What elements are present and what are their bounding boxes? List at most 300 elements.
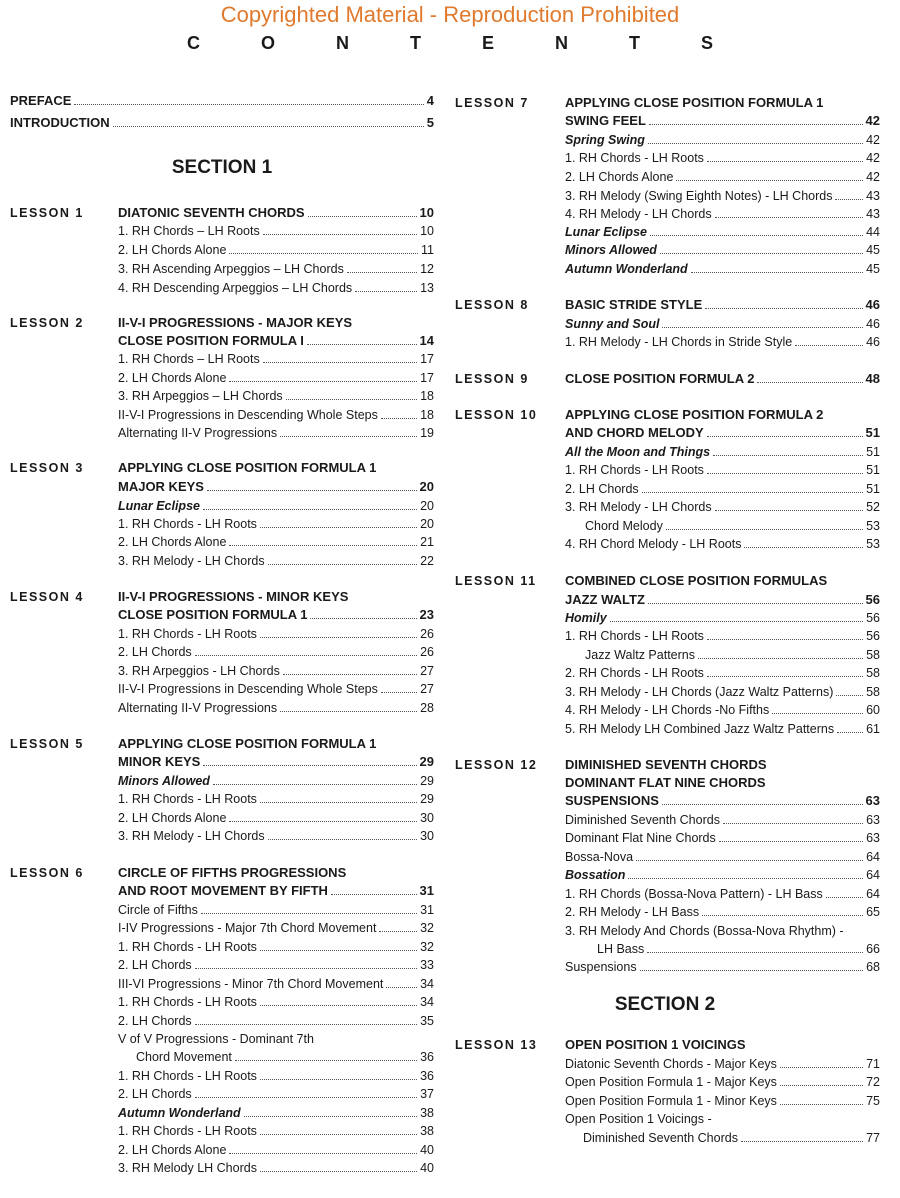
toc-page-number: 10: [419, 205, 434, 220]
dot-leader: [307, 344, 417, 345]
toc-entry-title: Autumn Wonderland: [118, 1106, 241, 1120]
toc-entry: [565, 885, 880, 903]
toc-entry-title: Minors Allowed: [118, 774, 210, 788]
toc-entry: [118, 314, 434, 332]
toc-page-number: 53: [866, 537, 880, 551]
toc-entry: [565, 774, 880, 792]
toc-entry: [118, 459, 434, 477]
dot-leader: [640, 970, 864, 971]
toc-entry-title: Suspensions: [565, 960, 637, 974]
dot-leader: [780, 1085, 863, 1086]
lesson-label: LESSON 2: [10, 316, 84, 330]
dot-leader: [260, 950, 417, 951]
toc-page-number: 40: [420, 1161, 434, 1175]
toc-entry: [565, 922, 880, 940]
toc-entry: [118, 606, 434, 624]
toc-page-number: 58: [866, 666, 880, 680]
lesson-label: LESSON 5: [10, 737, 84, 751]
toc-entry-title: COMBINED CLOSE POSITION FORMULAS: [565, 573, 828, 588]
toc-entry: [585, 517, 880, 535]
toc-entry-title: 2. RH Chords - LH Roots: [565, 666, 704, 680]
dot-leader: [648, 603, 863, 604]
toc-entry-title: 5. RH Melody LH Combined Jazz Waltz Patterns: [565, 722, 835, 736]
toc-page-number: 31: [419, 883, 434, 898]
dot-leader: [715, 217, 864, 218]
dot-leader: [713, 455, 863, 456]
toc-page-number: 22: [420, 554, 434, 568]
toc-entry-title: 3. RH Arpeggios – LH Chords: [118, 389, 283, 403]
toc-entry-title: Lunar Eclipse: [118, 499, 200, 513]
toc-entry-title: 2. LH Chords Alone: [118, 811, 227, 825]
toc-entry: [565, 443, 880, 461]
toc-page-number: 64: [866, 887, 880, 901]
toc-entry-title: 4. RH Descending Arpeggios – LH Chords: [118, 281, 353, 295]
toc-entry-title: 3. RH Melody - LH Chords: [118, 554, 265, 568]
toc-entry-title: Minors Allowed: [565, 243, 657, 257]
dot-leader: [207, 490, 417, 491]
toc-entry: [10, 114, 434, 132]
toc-entry: [565, 664, 880, 682]
toc-page-number: 64: [866, 850, 880, 864]
toc-entry-title: PREFACE: [10, 93, 72, 108]
toc-entry-title: 1. RH Chords - LH Roots: [118, 940, 257, 954]
toc-entry: [565, 168, 880, 186]
toc-entry: [565, 720, 880, 738]
toc-entry-title: 2. LH Chords: [118, 1087, 192, 1101]
dot-leader: [203, 509, 417, 510]
lesson-label: LESSON 4: [10, 590, 84, 604]
dot-leader: [698, 658, 863, 659]
toc-entry-title: DIATONIC SEVENTH CHORDS: [118, 205, 305, 220]
toc-entry-title: 3. RH Arpeggios - LH Chords: [118, 664, 280, 678]
lesson-label: LESSON 7: [455, 96, 529, 110]
dot-leader: [308, 216, 417, 217]
toc-entry-title: 2. LH Chords Alone: [118, 371, 227, 385]
toc-entry: [565, 701, 880, 719]
toc-entry-title: Open Position Formula 1 - Minor Keys: [565, 1094, 777, 1108]
dot-leader: [201, 913, 417, 914]
toc-entry: [118, 772, 434, 790]
toc-page-number: 32: [420, 940, 434, 954]
toc-entry: [565, 609, 880, 627]
toc-entry: [118, 790, 434, 808]
dot-leader: [235, 1060, 417, 1061]
toc-entry-title: Lunar Eclipse: [565, 225, 647, 239]
toc-entry-title: 1. RH Chords - LH Roots: [118, 517, 257, 531]
toc-entry-title: 1. RH Chords (Bossa-Nova Pattern) - LH Bass: [565, 887, 823, 901]
toc-entry-title: All the Moon and Things: [565, 445, 711, 459]
dot-leader: [662, 327, 863, 328]
page-title: C O N T E N T S: [186, 33, 741, 53]
toc-entry: [118, 753, 434, 771]
toc-entry: [118, 735, 434, 753]
toc-entry-title: CLOSE POSITION FORMULA 1: [118, 607, 308, 622]
toc-entry: [118, 956, 434, 974]
toc-page-number: 58: [866, 648, 880, 662]
toc-page-number: 51: [866, 463, 880, 477]
toc-page-number: 63: [866, 813, 880, 827]
toc-entry: [565, 903, 880, 921]
toc-entry-title: 2. LH Chords: [118, 958, 192, 972]
toc-entry: [565, 848, 880, 866]
toc-page-number: 14: [419, 333, 434, 348]
toc-entry-title: 3. RH Melody And Chords (Bossa-Nova Rhythm) -: [565, 924, 844, 938]
toc-page-number: 56: [866, 629, 880, 643]
toc-page-number: 68: [866, 960, 880, 974]
toc-entry-title: Autumn Wonderland: [565, 262, 688, 276]
toc-entry-title: APPLYING CLOSE POSITION FORMULA 1: [565, 95, 824, 110]
toc-entry: [118, 1159, 434, 1177]
toc-entry-title: II-V-I Progressions in Descending Whole Steps: [118, 682, 378, 696]
toc-entry-title: LH Bass: [597, 942, 645, 956]
toc-entry: [118, 204, 434, 222]
toc-page-number: 4: [426, 93, 434, 108]
toc-entry: [118, 588, 434, 606]
toc-entry: [565, 683, 880, 701]
toc-entry-title: Diminished Seventh Chords: [583, 1131, 738, 1145]
lesson-label: LESSON 11: [455, 574, 537, 588]
dot-leader: [229, 253, 418, 254]
toc-entry: [565, 296, 880, 314]
toc-entry: [118, 478, 434, 496]
dot-leader: [260, 637, 417, 638]
dot-leader: [195, 1024, 417, 1025]
toc-page-number: 18: [420, 389, 434, 403]
toc-page-number: 42: [866, 151, 880, 165]
toc-page-number: 29: [420, 774, 434, 788]
toc-page-number: 33: [420, 958, 434, 972]
toc-entry-title: Jazz Waltz Patterns: [585, 648, 695, 662]
toc-entry: [565, 205, 880, 223]
dot-leader: [691, 272, 863, 273]
lesson-label: LESSON 13: [455, 1038, 538, 1052]
dot-leader: [660, 253, 863, 254]
toc-page-number: 61: [866, 722, 880, 736]
toc-page-number: 45: [866, 243, 880, 257]
toc-page-number: 63: [866, 831, 880, 845]
toc-entry-title: Bossa-Nova: [565, 850, 634, 864]
toc-entry: [565, 112, 880, 130]
toc-entry-title: Sunny and Soul: [565, 317, 660, 331]
toc-page-number: 51: [866, 445, 880, 459]
toc-entry-title: 2. LH Chords Alone: [118, 535, 227, 549]
dot-leader: [331, 894, 417, 895]
dot-leader: [229, 381, 417, 382]
toc-page-number: 46: [865, 297, 880, 312]
toc-entry: [565, 315, 880, 333]
toc-entry-title: 2. LH Chords: [565, 482, 639, 496]
toc-entry-title: 3. RH Melody - LH Chords: [118, 829, 265, 843]
toc-entry-title: SUSPENSIONS: [565, 793, 659, 808]
toc-page-number: 17: [420, 352, 434, 366]
toc-entry-title: Circle of Fifths: [118, 903, 198, 917]
toc-entry-title: III-VI Progressions - Minor 7th Chord Movement: [118, 977, 384, 991]
toc-entry-title: 1. RH Chords - LH Roots: [565, 151, 704, 165]
dot-leader: [715, 510, 864, 511]
toc-page-number: 17: [420, 371, 434, 385]
dot-leader: [355, 291, 417, 292]
toc-entry: [118, 552, 434, 570]
dot-leader: [826, 897, 863, 898]
copyright-banner: Copyrighted Material - Reproduction Prohibited: [220, 2, 680, 27]
toc-page-number: 5: [426, 115, 434, 130]
toc-page-number: 28: [420, 701, 434, 715]
toc-entry-title: APPLYING CLOSE POSITION FORMULA 2: [565, 407, 824, 422]
toc-page-number: 37: [420, 1087, 434, 1101]
lesson-label: LESSON 8: [455, 298, 529, 312]
toc-entry: [565, 811, 880, 829]
dot-leader: [381, 692, 417, 693]
toc-entry-title: JAZZ WALTZ: [565, 592, 645, 607]
toc-page-number: 42: [865, 113, 880, 128]
toc-entry-title: Diminished Seventh Chords: [565, 813, 720, 827]
toc-entry: [118, 662, 434, 680]
toc-entry: [565, 149, 880, 167]
toc-entry: [118, 350, 434, 368]
toc-entry-title: 1. RH Chords – LH Roots: [118, 224, 260, 238]
toc-page-number: 30: [420, 829, 434, 843]
toc-entry: [565, 187, 880, 205]
toc-page-number: 43: [866, 189, 880, 203]
toc-entry: [565, 792, 880, 810]
toc-entry: [565, 498, 880, 516]
toc-page-number: 72: [866, 1075, 880, 1089]
toc-page-number: 12: [420, 262, 434, 276]
toc-entry: [565, 480, 880, 498]
dot-leader: [795, 345, 863, 346]
toc-page-number: 23: [419, 607, 434, 622]
toc-entry: [118, 993, 434, 1011]
toc-entry: [118, 279, 434, 297]
toc-page-number: 63: [865, 793, 880, 808]
dot-leader: [837, 732, 863, 733]
toc-page-number: 71: [866, 1057, 880, 1071]
dot-leader: [263, 234, 417, 235]
toc-entry: [10, 92, 434, 110]
lesson-label: LESSON 9: [455, 372, 529, 386]
toc-entry: [565, 756, 880, 774]
toc-entry-title: 3. RH Melody - LH Chords: [565, 500, 712, 514]
dot-leader: [195, 655, 417, 656]
toc-entry: [565, 131, 880, 149]
lesson-label: LESSON 10: [455, 408, 538, 422]
toc-entry: [118, 882, 434, 900]
toc-entry: [118, 864, 434, 882]
toc-entry-title: APPLYING CLOSE POSITION FORMULA 1: [118, 736, 377, 751]
toc-entry-title: Alternating II-V Progressions: [118, 701, 278, 715]
toc-entry: [118, 1030, 434, 1048]
toc-entry-title: 3. RH Melody (Swing Eighth Notes) - LH Chords: [565, 189, 833, 203]
dot-leader: [195, 968, 417, 969]
toc-page-number: 36: [420, 1050, 434, 1064]
toc-page-number: 13: [420, 281, 434, 295]
toc-page-number: 31: [420, 903, 434, 917]
toc-entry: [565, 333, 880, 351]
toc-page-number: 30: [420, 811, 434, 825]
dot-leader: [707, 161, 863, 162]
toc-entry: [118, 680, 434, 698]
toc-page-number: 26: [420, 645, 434, 659]
toc-entry-title: Homily: [565, 611, 607, 625]
dot-leader: [113, 126, 424, 127]
toc-entry-title: CLOSE POSITION FORMULA 2: [565, 371, 755, 386]
toc-entry-title: 1. RH Chords - LH Roots: [118, 627, 257, 641]
toc-entry: [565, 223, 880, 241]
toc-entry: [118, 332, 434, 350]
toc-entry-title: 1. RH Chords – LH Roots: [118, 352, 260, 366]
dot-leader: [642, 492, 863, 493]
toc-entry-title: MAJOR KEYS: [118, 479, 204, 494]
section-heading: SECTION 2: [614, 994, 716, 1015]
toc-entry-title: Spring Swing: [565, 133, 645, 147]
toc-page-number: 38: [420, 1106, 434, 1120]
toc-entry: [565, 572, 880, 590]
toc-entry: [118, 241, 434, 259]
toc-entry-title: Diatonic Seventh Chords - Major Keys: [565, 1057, 777, 1071]
toc-entry: [565, 461, 880, 479]
toc-entry-title: Open Position 1 Voicings -: [565, 1112, 712, 1126]
toc-entry-title: 4. RH Melody - LH Chords -No Fifths: [565, 703, 770, 717]
dot-leader: [741, 1141, 863, 1142]
toc-entry-title: SWING FEEL: [565, 113, 646, 128]
dot-leader: [213, 784, 417, 785]
toc-entry: [118, 369, 434, 387]
toc-page-number: 51: [866, 482, 880, 496]
toc-entry: [565, 370, 880, 388]
toc-entry: [565, 424, 880, 442]
lesson-label: LESSON 1: [10, 206, 84, 220]
toc-page-number: 29: [419, 754, 434, 769]
toc-page-number: 75: [866, 1094, 880, 1108]
toc-entry: [565, 1110, 880, 1128]
toc-page-number: 77: [866, 1131, 880, 1145]
dot-leader: [744, 547, 863, 548]
lesson-label: LESSON 6: [10, 866, 84, 880]
toc-entry-title: AND CHORD MELODY: [565, 425, 704, 440]
toc-entry: [118, 260, 434, 278]
toc-entry-title: II-V-I PROGRESSIONS - MINOR KEYS: [118, 589, 349, 604]
dot-leader: [379, 931, 417, 932]
toc-entry: [118, 919, 434, 937]
toc-entry-title: APPLYING CLOSE POSITION FORMULA 1: [118, 460, 377, 475]
dot-leader: [705, 308, 862, 309]
toc-page-number: 29: [420, 792, 434, 806]
toc-entry: [118, 1122, 434, 1140]
dot-leader: [707, 436, 863, 437]
lesson-label: LESSON 12: [455, 758, 538, 772]
toc-entry-title: 1. RH Chords - LH Roots: [118, 1124, 257, 1138]
toc-entry: [118, 1104, 434, 1122]
toc-entry-title: BASIC STRIDE STYLE: [565, 297, 703, 312]
dot-leader: [263, 362, 417, 363]
section-heading: SECTION 1: [171, 157, 273, 178]
toc-entry-title: Chord Movement: [136, 1050, 232, 1064]
toc-entry-title: 2. RH Melody - LH Bass: [565, 905, 700, 919]
toc-page-number: 60: [866, 703, 880, 717]
toc-page-number: 42: [866, 133, 880, 147]
toc-page-number: 51: [865, 425, 880, 440]
lesson-label: LESSON 3: [10, 461, 84, 475]
toc-entry: [583, 1129, 880, 1147]
toc-entry-title: 1. RH Chords - LH Roots: [565, 463, 704, 477]
dot-leader: [610, 621, 863, 622]
dot-leader: [835, 199, 863, 200]
toc-entry: [565, 1073, 880, 1091]
toc-page-number: 11: [421, 243, 434, 257]
toc-page-number: 21: [420, 535, 434, 549]
toc-page-number: 26: [420, 627, 434, 641]
dot-leader: [780, 1104, 863, 1105]
toc-entry: [118, 809, 434, 827]
toc-entry-title: CLOSE POSITION FORMULA I: [118, 333, 304, 348]
toc-entry: [118, 387, 434, 405]
toc-page-number: 36: [420, 1069, 434, 1083]
toc-entry: [585, 646, 880, 664]
toc-entry: [118, 643, 434, 661]
toc-entry-title: DIMINISHED SEVENTH CHORDS: [565, 757, 767, 772]
toc-page-number: 20: [419, 479, 434, 494]
toc-entry: [118, 222, 434, 240]
toc-entry: [118, 625, 434, 643]
toc-entry: [118, 1012, 434, 1030]
dot-leader: [260, 1134, 417, 1135]
dot-leader: [310, 618, 416, 619]
toc-page-number: 34: [420, 995, 434, 1009]
dot-leader: [260, 1079, 417, 1080]
toc-entry-title: INTRODUCTION: [10, 115, 110, 130]
toc-page-number: 27: [420, 664, 434, 678]
toc-entry: [118, 938, 434, 956]
toc-page-number: 65: [866, 905, 880, 919]
toc-entry-title: 2. LH Chords: [118, 1014, 192, 1028]
toc-page-number: 56: [866, 611, 880, 625]
dot-leader: [280, 711, 417, 712]
dot-leader: [268, 564, 418, 565]
toc-entry-title: II-V-I PROGRESSIONS - MAJOR KEYS: [118, 315, 353, 330]
toc-page-number: 53: [866, 519, 880, 533]
dot-leader: [260, 1005, 417, 1006]
toc-entry-title: V of V Progressions - Dominant 7th: [118, 1032, 314, 1046]
toc-page-number: 20: [420, 499, 434, 513]
dot-leader: [719, 841, 863, 842]
toc-entry: [118, 827, 434, 845]
toc-entry-title: 3. RH Melody LH Chords: [118, 1161, 257, 1175]
dot-leader: [772, 713, 863, 714]
dot-leader: [229, 821, 417, 822]
dot-leader: [195, 1097, 417, 1098]
toc-entry: [565, 260, 880, 278]
dot-leader: [648, 143, 863, 144]
dot-leader: [260, 1171, 417, 1172]
dot-leader: [707, 639, 863, 640]
toc-page-number: 19: [420, 426, 434, 440]
toc-entry: [565, 958, 880, 976]
dot-leader: [283, 674, 417, 675]
toc-entry: [118, 533, 434, 551]
toc-entry: [565, 1092, 880, 1110]
toc-page-number: 48: [865, 371, 880, 386]
toc-page-number: 40: [420, 1143, 434, 1157]
toc-page-number: 34: [420, 977, 434, 991]
dot-leader: [650, 235, 863, 236]
toc-entry: [565, 627, 880, 645]
dot-leader: [723, 823, 863, 824]
toc-entry: [118, 1085, 434, 1103]
toc-entry: [118, 901, 434, 919]
toc-page-number: 27: [420, 682, 434, 696]
dot-leader: [260, 802, 417, 803]
toc-page-number: 58: [866, 685, 880, 699]
